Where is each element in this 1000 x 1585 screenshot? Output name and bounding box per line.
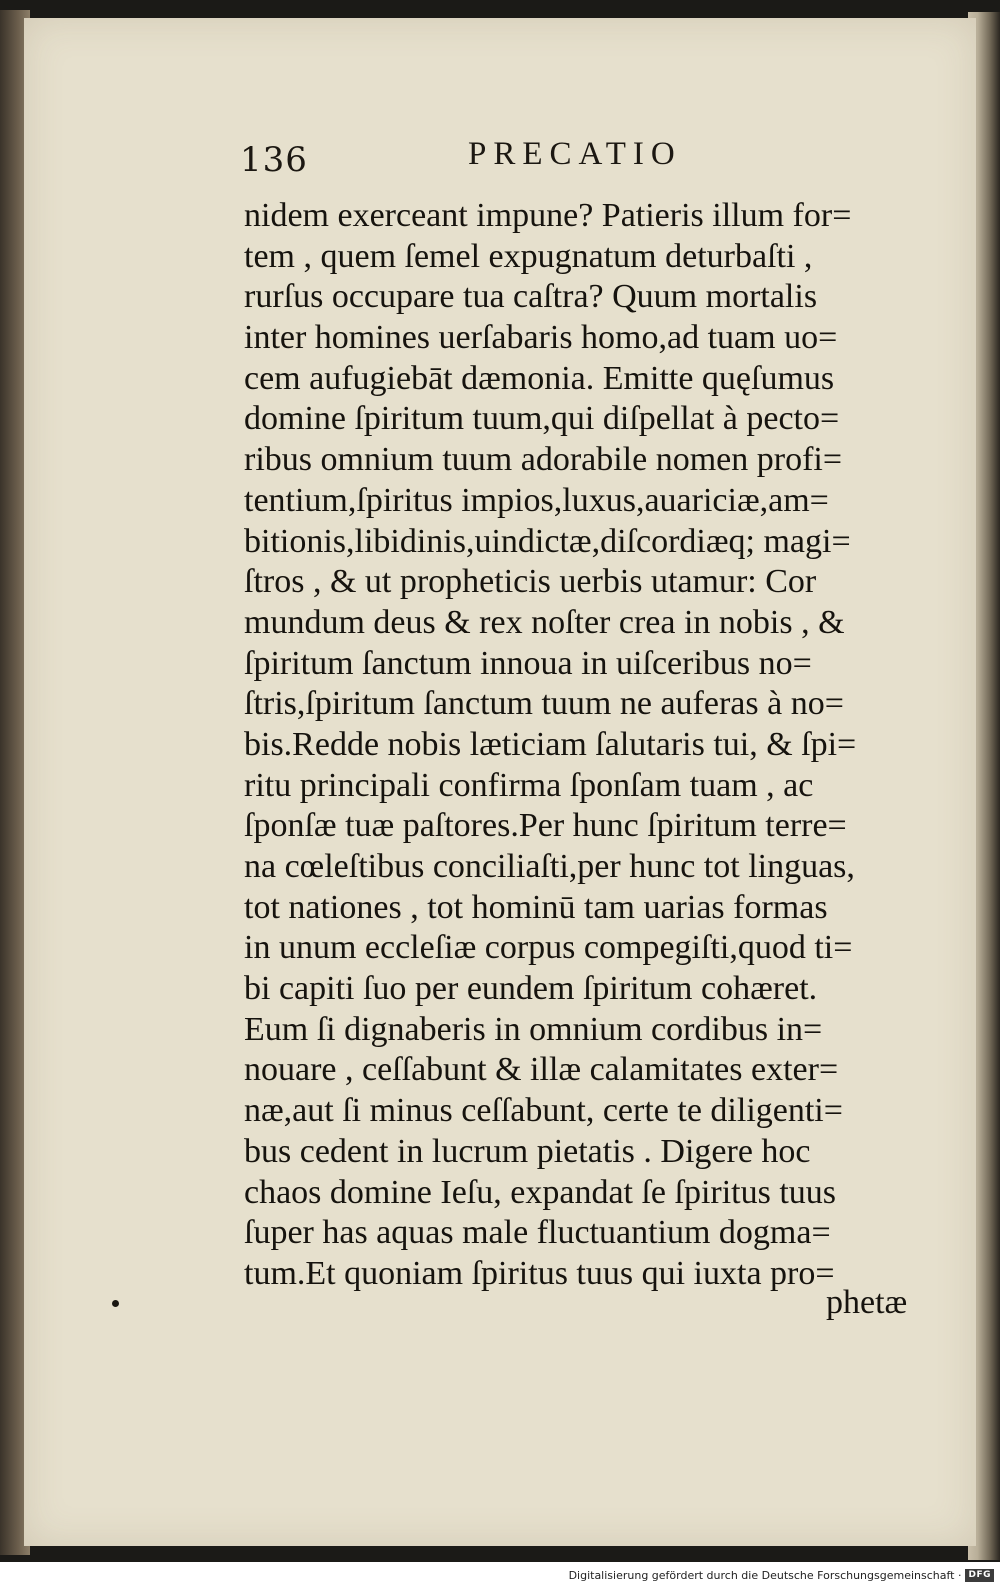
text-line: tem , quem ſemel expugnatum deturbaſti , <box>244 237 813 275</box>
text-line: bus cedent in lucrum pietatis . Digere hoc <box>244 1132 811 1170</box>
text-line: ſtris,ſpiritum ſanctum tuum ne auferas à no= <box>244 685 844 723</box>
text-line: ſtros , & ut propheticis uerbis utamur: Cor <box>244 563 817 601</box>
text-line: mundum deus & rex noſter crea in nobis , & <box>244 603 845 641</box>
text-line: bis.Redde nobis læticiam ſalutaris tui, & ſpi= <box>244 725 857 763</box>
text-line: Eum ſi dignaberis in omnium cordibus in= <box>244 1010 823 1048</box>
running-head: PRECATIO <box>468 136 682 172</box>
text-line: ſponſæ tuæ paſtores.Per hunc ſpiritum terre= <box>244 807 847 845</box>
text-line: nouare , ceſſabunt & illæ calamitates exter= <box>244 1051 839 1089</box>
text-line: in unum eccleſiæ corpus compegiſti,quod ti= <box>244 929 853 967</box>
text-line: tum.Et quoniam ſpiritus tuus qui iuxta pro= <box>244 1254 835 1292</box>
text-line: ritu principali confirma ſponſam tuam , ac <box>244 766 814 804</box>
text-line: bitionis,libidinis,uindictæ,diſcordiæq; magi= <box>244 522 851 560</box>
text-line: ſuper has aquas male fluctuantium dogma= <box>244 1214 831 1252</box>
digitization-footer <box>569 1568 994 1582</box>
text-line: næ,aut ſi minus ceſſabunt, certe te diligenti= <box>244 1092 843 1130</box>
text-line: ſpiritum ſanctum innoua in uiſceribus no= <box>244 644 812 682</box>
page-number: 136 <box>240 140 308 180</box>
text-line: cem aufugiebāt dæmonia. Emitte quęſumus <box>244 359 835 397</box>
catchword: phetæ <box>826 1284 908 1321</box>
text-line: ribus omnium tuum adorabile nomen profi= <box>244 441 843 479</box>
text-line: inter homines uerſabaris homo,ad tuam uo= <box>244 319 838 357</box>
dfg-logo: DFG <box>965 1569 994 1582</box>
text-line: chaos domine Ieſu, expandat ſe ſpiritus tuus <box>244 1173 837 1211</box>
text-line: tentium,ſpiritus impios,luxus,auariciæ,am= <box>244 481 829 519</box>
text-line: na cœleſtibus conciliaſti,per hunc tot linguas, <box>244 848 855 885</box>
text-line: tot nationes , tot hominū tam uarias formas <box>244 888 828 926</box>
text-line: nidem exerceant impune? Patieris illum for= <box>244 197 852 234</box>
text-line: domine ſpiritum tuum,qui diſpellat à pecto= <box>244 400 840 438</box>
text-line: bi capiti ſuo per eundem ſpiritum cohæret. <box>244 970 818 1008</box>
footer-credit: Digitalisierung gefördert durch die Deutsche Forschungsgemeinschaft · <box>568 1568 962 1582</box>
body-text <box>244 196 924 1295</box>
margin-mark <box>112 1300 119 1307</box>
text-line: rurſus occupare tua caſtra? Quum mortalis <box>244 278 818 316</box>
